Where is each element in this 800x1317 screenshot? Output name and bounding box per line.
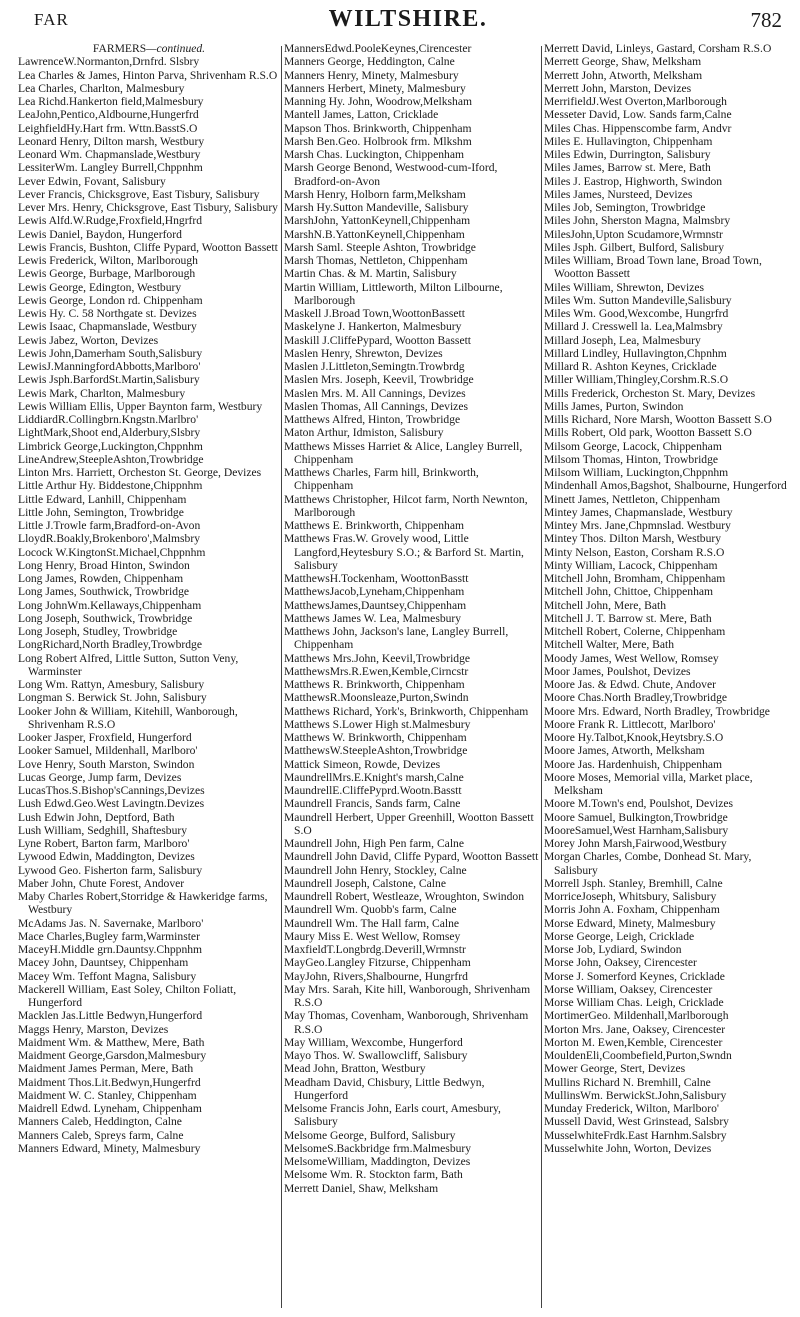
page-header	[34, 6, 782, 36]
directory-entry: Leonard Henry, Dilton marsh, Westbury	[18, 134, 205, 148]
directory-entry: Merrett John, Atworth, Melksham	[544, 68, 703, 82]
directory-entry: Lewis Francis, Bushton, Cliffe Pypard, Wootton Bassett	[18, 240, 278, 254]
directory-entry: Maslen Mrs. M. All Cannings, Devizes	[284, 386, 466, 400]
directory-entry: Mantell James, Latton, Cricklade	[284, 108, 439, 122]
directory-entry: Millard J. Cresswell la. Lea,Malmsbry	[544, 320, 723, 334]
directory-entry: Miles William, Broad Town lane, Broad Town, Wootton Bassett	[544, 254, 762, 281]
directory-entry: Lewis Hy. C. 58 Northgate st. Devizes	[18, 307, 197, 320]
directory-entry: Morris John A. Foxham, Chippenham	[544, 903, 720, 917]
directory-entry: May Mrs. Sarah, Kite hill, Wanborough, Shrivenham R.S.O	[284, 982, 531, 1009]
directory-entry: Maidment George,Garsdon,Malmesbury	[18, 1049, 207, 1062]
directory-entry: Merrett John, Marston, Devizes	[544, 81, 692, 95]
directory-entry: Morton M. Ewen,Kemble, Cirencester	[544, 1035, 723, 1049]
directory-entry: Moore Hy.Talbot,Knook,Heytsbry.S.O	[544, 731, 724, 744]
directory-entry: Maby Charles Robert,Storridge & Hawkeridge farms, Westbury	[18, 890, 268, 917]
directory-entry: Miles James, Nursteed, Devizes	[544, 187, 693, 201]
directory-entry: Matthews Fras.W. Grovely wood, Little Langford,Heytesbury S.O.; & Barford St. Martin, Salisbury	[284, 532, 524, 572]
directory-entry: Lea Charles & James, Hinton Parva, Shrivenham R.S.O	[18, 68, 278, 82]
directory-entry: Milsom Thomas, Hinton, Trowbridge	[544, 452, 719, 466]
directory-entry: Matthews Charles, Farm hill, Brinkworth, Chippenham	[284, 466, 479, 493]
directory-entry: Linton Mrs. Harriett, Orcheston St. George, Devizes	[18, 466, 262, 479]
directory-entry: Miles Jsph. Gilbert, Bulford, Salisbury	[544, 240, 725, 254]
directory-entry: MortimerGeo. Mildenhall,Marlborough	[544, 1009, 729, 1023]
directory-entry: LightMark,Shoot end,Alderbury,Slsbry	[18, 426, 201, 440]
directory-entry: Mattick Simeon, Rowde, Devizes	[284, 757, 441, 771]
directory-entry: MaundrellMrs.E.Knight's marsh,Calne	[284, 770, 464, 784]
directory-entry: Musselwhite John, Worton, Devizes	[544, 1141, 712, 1155]
directory-entry: Miles Wm. Good,Wexcombe, Hungrfrd	[544, 307, 729, 320]
directory-entry: Marsh Thomas, Nettleton, Chippenham	[284, 254, 468, 267]
directory-entry: Miles William, Shrewton, Devizes	[544, 280, 704, 294]
directory-entry: Maundrell Wm. Quobb's farm, Calne	[284, 903, 457, 917]
directory-entry: Morey John Marsh,Fairwood,Westbury	[544, 837, 727, 850]
directory-entry: Maidment W. C. Stanley, Chippenham	[18, 1088, 197, 1102]
directory-entry: Maundrell John Henry, Stockley, Calne	[284, 863, 467, 877]
directory-entry: Merrett Daniel, Shaw, Melksham	[284, 1181, 439, 1195]
directory-entry: Matthews E. Brinkworth, Chippenham	[284, 519, 465, 532]
directory-entry: Miles E. Hullavington, Chippenham	[544, 134, 713, 148]
directory-entry: Moore Frank R. Littlecott, Marlboro'	[544, 717, 716, 731]
directory-entry: Morse William Chas. Leigh, Cricklade	[544, 996, 724, 1009]
column-3-entries	[544, 42, 790, 1155]
directory-entry: Maury Miss E. West Wellow, Romsey	[284, 929, 461, 943]
directory-entry: Millard Joseph, Lea, Malmesbury	[544, 333, 701, 347]
directory-entry: Miles Wm. Sutton Mandeville,Salisbury	[544, 293, 732, 307]
directory-entry: Mower George, Stert, Devizes	[544, 1062, 686, 1076]
directory-entry: Miles Job, Semington, Trowbridge	[544, 201, 706, 214]
directory-entry: Moody James, West Wellow, Romsey	[544, 651, 719, 665]
directory-entry: Marsh Henry, Holborn farm,Melksham	[284, 187, 466, 201]
directory-entry: Maundrell Francis, Sands farm, Calne	[284, 797, 461, 811]
directory-entry: Miller William,Thingley,Corshm.R.S.O	[544, 373, 729, 387]
directory-entry: LawrenceW.Normanton,Drnfrd. Slsbry	[18, 55, 200, 69]
directory-entry: Maidment James Perman, Mere, Bath	[18, 1062, 194, 1076]
directory-entry: Matthews Alfred, Hinton, Trowbridge	[284, 413, 461, 426]
directory-entry: Moor James, Poulshot, Devizes	[544, 664, 691, 678]
directory-entry: Minty William, Lacock, Chippenham	[544, 558, 718, 572]
directory-entry: Looker Jasper, Froxfield, Hungerford	[18, 731, 192, 744]
directory-entry: Lewis George, London rd. Chippenham	[18, 293, 203, 307]
directory-entry: LineAndrew,SteepleAshton,Trowbridge	[18, 452, 204, 466]
section-title: FARMERS	[92, 42, 147, 55]
directory-entry: MilesJohn,Upton Scudamore,Wrmnstr	[544, 227, 723, 241]
directory-entry: Matthews R. Brinkworth, Chippenham	[284, 678, 465, 691]
directory-entry: Maggs Henry, Marston, Devizes	[18, 1022, 169, 1036]
directory-entry: Mintey James, Chapmanslade, Westbury	[544, 505, 733, 519]
directory-entry: MaceyH.Middle grn.Dauntsy.Chppnhm	[18, 943, 203, 956]
directory-entry: Lewis Mark, Charlton, Malmesbury	[18, 386, 186, 400]
column-3	[544, 42, 790, 1310]
directory-entry: MannersEdwd.PooleKeynes,Cirencester	[284, 42, 472, 55]
directory-entry: Maidment Wm. & Matthew, Mere, Bath	[18, 1035, 205, 1049]
directory-entry: Matthews W. Brinkworth, Chippenham	[284, 731, 467, 744]
directory-entry: MaundrellE.CliffePyprd.Wootn.Basstt	[284, 784, 462, 797]
directory-entry: MooreSamuel,West Harnham,Salisbury	[544, 823, 729, 837]
directory-entry: Matthews Mrs.John, Keevil,Trowbridge	[284, 651, 471, 665]
directory-entry: May Thomas, Covenham, Wanborough, Shrivenham R.S.O	[284, 1009, 529, 1036]
directory-entry: MatthewsJames,Dauntsey,Chippenham	[284, 598, 467, 612]
directory-entry: Matthews James W. Lea, Malmesbury	[284, 611, 462, 625]
directory-entry: Maundrell John, High Pen farm, Calne	[284, 837, 464, 850]
directory-entry: Morse William, Oaksey, Cirencester	[544, 982, 713, 996]
directory-entry: Maundrell John David, Cliffe Pypard, Wootton Bassett	[284, 850, 539, 864]
directory-entry: MayGeo.Langley Fitzurse, Chippenham	[284, 956, 471, 970]
directory-entry: Lewis William Ellis, Upper Baynton farm, Westbury	[18, 399, 263, 413]
directory-entry: Marsh Chas. Luckington, Chippenham	[284, 148, 465, 161]
directory-entry: Moore Jas. & Edwd. Chute, Andover	[544, 678, 716, 691]
directory-entry: Morse Job, Lydiard, Swindon	[544, 943, 682, 956]
directory-entry: Morse Edward, Minety, Malmesbury	[544, 916, 716, 930]
directory-entry: Moore M.Town's end, Poulshot, Devizes	[544, 797, 734, 811]
directory-entry: Marsh Saml. Steeple Ashton, Trowbridge	[284, 240, 476, 254]
directory-entry: Mussell David, West Grinstead, Salsbry	[544, 1115, 729, 1129]
directory-entry: MatthewsJacob,Lyneham,Chippenham	[284, 585, 465, 599]
directory-entry: Long Wm. Rattyn, Amesbury, Salisbury	[18, 678, 205, 691]
directory-entry: Morse George, Leigh, Cricklade	[544, 929, 695, 943]
directory-entry: Lucas George, Jump farm, Devizes	[18, 770, 182, 784]
directory-entry: Marsh Ben.Geo. Holbrook frm. Mlkshm	[284, 134, 472, 148]
directory-entry: Mayo Thos. W. Swallowcliff, Salisbury	[284, 1049, 468, 1062]
directory-entry: Millard Lindley, Hullavington,Chpnhm	[544, 346, 727, 360]
directory-entry: Lewis Daniel, Baydon, Hungerford	[18, 227, 182, 241]
directory-entry: Miles James, Barrow st. Mere, Bath	[544, 161, 711, 175]
directory-entry: Mills Robert, Old park, Wootton Bassett S.O	[544, 426, 752, 440]
directory-entry: MullinsWm. BerwickSt.John,Salisbury	[544, 1088, 727, 1102]
directory-entry: MatthewsH.Tockenham, WoottonBasstt	[284, 572, 469, 585]
directory-entry: Long Joseph, Southwick, Trowbridge	[18, 611, 193, 625]
directory-entry: LessiterWm. Langley Burrell,Chppnhm	[18, 161, 203, 175]
section-continued-heading	[18, 42, 280, 55]
directory-entry: Looker Samuel, Mildenhall, Marlboro'	[18, 744, 198, 758]
directory-entry: MatthewsW.SteepleAshton,Trowbridge	[284, 744, 468, 758]
directory-entry: Lewis Isaac, Chapmanslade, Westbury	[18, 320, 197, 334]
directory-entry: MatthewsMrs.R.Ewen,Kemble,Cirncstr	[284, 664, 469, 678]
directory-entry: Little John, Semington, Trowbridge	[18, 505, 184, 519]
directory-entry: Miles John, Sherston Magna, Malmsbry	[544, 214, 731, 228]
directory-entry: Lywood Edwin, Maddington, Devizes	[18, 850, 195, 864]
directory-entry: Mitchell Walter, Mere, Bath	[544, 638, 675, 652]
directory-entry: Martin Chas. & M. Martin, Salisbury	[284, 267, 457, 281]
directory-entry: Morgan Charles, Combe, Donhead St. Mary, Salisbury	[544, 850, 752, 877]
directory-entry: May William, Wexcombe, Hungerford	[284, 1035, 463, 1049]
directory-entry: Melsome Wm. R. Stockton farm, Bath	[284, 1168, 463, 1182]
directory-entry: Mitchell John, Bromham, Chippenham	[544, 572, 726, 585]
directory-entry: Lea Charles, Charlton, Malmesbury	[18, 81, 185, 95]
directory-entry: LucasThos.S.Bishop'sCannings,Devizes	[18, 784, 205, 797]
directory-entry: Manners Herbert, Minety, Malmesbury	[284, 81, 466, 95]
directory-entry: Lyne Robert, Barton farm, Marlboro'	[18, 837, 190, 850]
directory-entry: Manners Henry, Minety, Malmesbury	[284, 68, 459, 82]
directory-entry: Miles J. Eastrop, Highworth, Swindon	[544, 174, 723, 188]
directory-entry: Love Henry, South Marston, Swindon	[18, 757, 195, 771]
directory-entry: Maidment Thos.Lit.Bedwyn,Hungerfrd	[18, 1075, 201, 1089]
directory-entry: Milsom William, Luckington,Chppnhm	[544, 466, 729, 479]
column-1-entries	[18, 55, 280, 1155]
directory-entry: Maundrell Wm. The Hall farm, Calne	[284, 916, 460, 930]
directory-entry: Mitchell John, Mere, Bath	[544, 598, 667, 612]
directory-entry: Locock W.KingtonSt.Michael,Chppnhm	[18, 545, 206, 559]
directory-entry: Melsome George, Bulford, Salisbury	[284, 1128, 456, 1142]
directory-entry: Manning Hy. John, Woodrow,Melksham	[284, 95, 472, 108]
column-2	[284, 42, 540, 1310]
directory-entry: Lush William, Sedghill, Shaftesbury	[18, 823, 188, 837]
directory-entry: Moore Samuel, Bulkington,Trowbridge	[544, 810, 728, 824]
directory-entry: Long Robert Alfred, Little Sutton, Sutton Veny, Warminster	[18, 651, 239, 678]
directory-entry: Moore Jas. Hardenhuish, Chippenham	[544, 757, 723, 771]
directory-entry: Lewis Frederick, Wilton, Marlborough	[18, 254, 198, 267]
directory-columns	[18, 42, 786, 1310]
directory-entry: Martin William, Littleworth, Milton Lilbourne, Marlborough	[284, 280, 503, 307]
directory-entry: Moore James, Atworth, Melksham	[544, 744, 705, 758]
directory-entry: Macey Wm. Teffont Magna, Salisbury	[18, 969, 197, 983]
directory-entry: Mills Richard, Nore Marsh, Wootton Bassett S.O	[544, 413, 772, 426]
directory-entry: Lewis Jabez, Worton, Devizes	[18, 333, 159, 347]
page-number: 782	[750, 8, 782, 32]
directory-entry: Lywood Geo. Fisherton farm, Salisbury	[18, 863, 203, 877]
directory-entry: Mead John, Bratton, Westbury	[284, 1062, 426, 1076]
directory-entry: MelsomeWilliam, Maddington, Devizes	[284, 1155, 471, 1168]
column-divider	[541, 46, 542, 1308]
directory-entry: MayJohn, Rivers,Shalbourne, Hungrfrd	[284, 969, 468, 983]
directory-entry: Matthews S.Lower High st.Malmesbury	[284, 717, 471, 731]
directory-entry: Leonard Wm. Chapmanslade,Westbury	[18, 148, 201, 161]
directory-entry: Lea Richd.Hankerton field,Malmesbury	[18, 95, 204, 108]
directory-entry: MarshN.B.YattonKeynell,Chippenham	[284, 227, 465, 241]
directory-entry: McAdams Jas. N. Savernake, Marlboro'	[18, 916, 204, 930]
directory-entry: Maton Arthur, Idmiston, Salisbury	[284, 426, 444, 440]
directory-entry: Mitchell J. T. Barrow st. Mere, Bath	[544, 611, 712, 625]
directory-entry: Mintey Thos. Dilton Marsh, Westbury	[544, 532, 722, 546]
directory-entry: Matthews Misses Harriet & Alice, Langley Burrell, Chippenham	[284, 439, 523, 466]
directory-entry: Mills Frederick, Orcheston St. Mary, Devizes	[544, 386, 756, 400]
directory-entry: Merrett George, Shaw, Melksham	[544, 55, 702, 69]
directory-entry: Morrell Jsph. Stanley, Bremhill, Calne	[544, 876, 723, 890]
directory-entry: Manners George, Heddington, Calne	[284, 55, 455, 69]
directory-entry: Meadham David, Chisbury, Little Bedwyn, Hungerford	[284, 1075, 485, 1102]
directory-entry: Maslen Mrs. Joseph, Keevil, Trowbridge	[284, 373, 474, 387]
county-title: WILTSHIRE.	[328, 6, 488, 32]
directory-entry: MelsomeS.Backbridge frm.Malmesbury	[284, 1141, 472, 1155]
directory-entry: Macey John, Dauntsey, Chippenham	[18, 956, 189, 970]
directory-entry: Little J.Trowle farm,Bradford-on-Avon	[18, 519, 201, 532]
directory-entry: MarshJohn, YattonKeynell,Chippenham	[284, 214, 471, 228]
directory-entry: Long Henry, Broad Hinton, Swindon	[18, 558, 190, 572]
directory-entry: Matthews Christopher, Hilcot farm, North Newnton, Marlborough	[284, 492, 528, 519]
directory-entry: Macklen Jas.Little Bedwyn,Hungerford	[18, 1009, 203, 1023]
directory-entry: Miles Chas. Hippenscombe farm, Andvr	[544, 121, 732, 135]
directory-entry: Mapson Thos. Brinkworth, Chippenham	[284, 121, 472, 135]
directory-entry: LloydR.Boakly,Brokenboro',Malmsbry	[18, 532, 200, 546]
directory-entry: LewisJ.ManningfordAbbotts,Marlboro'	[18, 360, 201, 373]
directory-entry: Maslen J.Littleton,Semingtn.Trowbrdg	[284, 360, 465, 373]
directory-entry: Lever Edwin, Fovant, Salisbury	[18, 174, 166, 188]
directory-entry: Lewis Jsph.BarfordSt.Martin,Salisbury	[18, 373, 200, 387]
directory-entry: MouldenEli,Coombefield,Purton,Swndn	[544, 1049, 732, 1062]
directory-entry: Lewis Alfd.W.Rudge,Froxfield,Hngrfrd	[18, 214, 203, 228]
directory-entry: Mills James, Purton, Swindon	[544, 399, 684, 413]
directory-entry: Moore Mrs. Edward, North Bradley, Trowbridge	[544, 704, 770, 718]
directory-entry: Mintey Mrs. Jane,Chpmnslad. Westbury	[544, 519, 731, 532]
directory-entry: Morton Mrs. Jane, Oaksey, Cirencester	[544, 1022, 726, 1036]
directory-entry: Mace Charles,Bugley farm,Warminster	[18, 929, 200, 943]
directory-entry: Millard R. Ashton Keynes, Cricklade	[544, 360, 717, 373]
column-1	[18, 42, 280, 1310]
directory-entry: Limbrick George,Luckington,Chppnhm	[18, 439, 203, 453]
directory-entry: Mackerell William, East Soley, Chilton Foliatt, Hungerford	[18, 982, 237, 1009]
directory-entry: Lush Edwin John, Deptford, Bath	[18, 810, 175, 824]
directory-entry: LeighfieldHy.Hart frm. Wttn.BasstS.O	[18, 121, 198, 135]
directory-entry: Munday Frederick, Wilton, Marlboro'	[544, 1102, 719, 1115]
directory-entry: Maslen Henry, Shrewton, Devizes	[284, 346, 443, 360]
directory-entry: Maslen Thomas, All Cannings, Devizes	[284, 399, 468, 413]
directory-entry: Merrett David, Linleys, Gastard, Corsham R.S.O	[544, 42, 772, 55]
directory-entry: Long James, Rowden, Chippenham	[18, 572, 184, 585]
directory-entry: MatthewsR.Moonsleaze,Purton,Swindn	[284, 691, 469, 705]
column-divider	[281, 46, 282, 1308]
directory-entry: Maskelyne J. Hankerton, Malmesbury	[284, 320, 462, 334]
directory-entry: Longman S. Berwick St. John, Salisbury	[18, 691, 207, 705]
directory-entry: MaxfieldT.Longbrdg.Deverill,Wrmnstr	[284, 943, 466, 956]
directory-entry: Maber John, Chute Forest, Andover	[18, 876, 185, 890]
directory-entry: Lush Edwd.Geo.West Lavingtn.Devizes	[18, 797, 205, 811]
directory-entry: Lewis George, Edington, Westbury	[18, 280, 182, 294]
directory-entry: Milsom George, Lacock, Chippenham	[544, 439, 722, 453]
directory-entry: Minett James, Nettleton, Chippenham	[544, 492, 721, 506]
directory-entry: Marsh Hy.Sutton Mandeville, Salisbury	[284, 201, 469, 214]
directory-entry: Matthews Richard, York's, Brinkworth, Chippenham	[284, 704, 529, 718]
running-head-left: FAR	[34, 10, 69, 29]
directory-entry: MusselwhiteFrdk.East Harnhm.Salsbry	[544, 1128, 727, 1142]
directory-entry: Manners Caleb, Spreys farm, Calne	[18, 1128, 184, 1142]
directory-entry: Minty Nelson, Easton, Corsham R.S.O	[544, 545, 725, 559]
directory-entry: Little Arthur Hy. Biddestone,Chippnhm	[18, 479, 203, 493]
directory-entry: LeaJohn,Pentico,Aldbourne,Hungerfrd	[18, 108, 199, 122]
directory-entry: Messeter David, Low. Sands farm,Calne	[544, 108, 732, 122]
directory-entry: Maskell J.Broad Town,WoottonBassett	[284, 307, 465, 320]
directory-entry: Lewis John,Damerham South,Salisbury	[18, 346, 203, 360]
directory-entry: Morse John, Oaksey, Cirencester	[544, 956, 697, 970]
directory-entry: Long Joseph, Studley, Trowbridge	[18, 625, 178, 638]
directory-entry: Manners Caleb, Heddington, Calne	[18, 1115, 182, 1129]
directory-entry: Melsome Francis John, Earls court, Amesbury, Salisbury	[284, 1102, 501, 1129]
directory-entry: Maundrell Robert, Westleaze, Wroughton, Swindon	[284, 890, 524, 903]
directory-entry: MorriceJoseph, Whitsbury, Salisbury	[544, 890, 717, 903]
directory-entry: Mitchell Robert, Colerne, Chippenham	[544, 625, 726, 638]
directory-entry: MerrifieldJ.West Overton,Marlborough	[544, 95, 727, 108]
directory-entry: Matthews John, Jackson's lane, Langley Burrell, Chippenham	[284, 625, 509, 652]
directory-entry: Maundrell Herbert, Upper Greenhill, Wootton Bassett S.O	[284, 810, 534, 837]
directory-entry: Maundrell Joseph, Calstone, Calne	[284, 876, 446, 890]
directory-entry: Long James, Southwick, Trowbridge	[18, 585, 190, 599]
directory-entry: Miles Edwin, Durrington, Salisbury	[544, 148, 711, 161]
directory-entry: LiddiardR.Collingbrn.Kngstn.Marlbro'	[18, 413, 199, 426]
directory-entry: Lewis George, Burbage, Marlborough	[18, 267, 196, 281]
directory-entry: Moore Moses, Memorial villa, Market place, Melksham	[544, 770, 753, 797]
continued-note: —continued.	[146, 42, 206, 55]
directory-entry: Mitchell John, Chittoe, Chippenham	[544, 585, 714, 599]
directory-entry: Marsh George Benond, Westwood-cum-Iford, Bradford-on-Avon	[284, 161, 498, 188]
directory-entry: Lever Francis, Chicksgrove, East Tisbury, Salisbury	[18, 187, 260, 201]
directory-entry: LongRichard,North Bradley,Trowbrdge	[18, 638, 202, 652]
directory-entry: Morse J. Somerford Keynes, Cricklade	[544, 969, 725, 983]
directory-entry: Looker John & William, Kitehill, Wanborough, Shrivenham R.S.O	[18, 704, 238, 731]
directory-entry: Mindenhall Amos,Bagshot, Shalbourne, Hungerford	[544, 479, 787, 493]
directory-entry: Manners Edward, Minety, Malmesbury	[18, 1141, 201, 1155]
directory-entry: Mullins Richard N. Bremhill, Calne	[544, 1075, 711, 1089]
directory-entry: Maskill J.CliffePypard, Wootton Bassett	[284, 333, 472, 347]
directory-entry: Little Edward, Lanhill, Chippenham	[18, 492, 187, 506]
directory-entry: Lever Mrs. Henry, Chicksgrove, East Tisbury, Salisbury	[18, 201, 278, 214]
directory-entry: Moore Chas.North Bradley,Trowbridge	[544, 691, 728, 705]
column-2-entries	[284, 42, 540, 1195]
directory-entry: Long JohnWm.Kellaways,Chippenham	[18, 598, 202, 612]
directory-entry: Maidrell Edwd. Lyneham, Chippenham	[18, 1102, 202, 1115]
